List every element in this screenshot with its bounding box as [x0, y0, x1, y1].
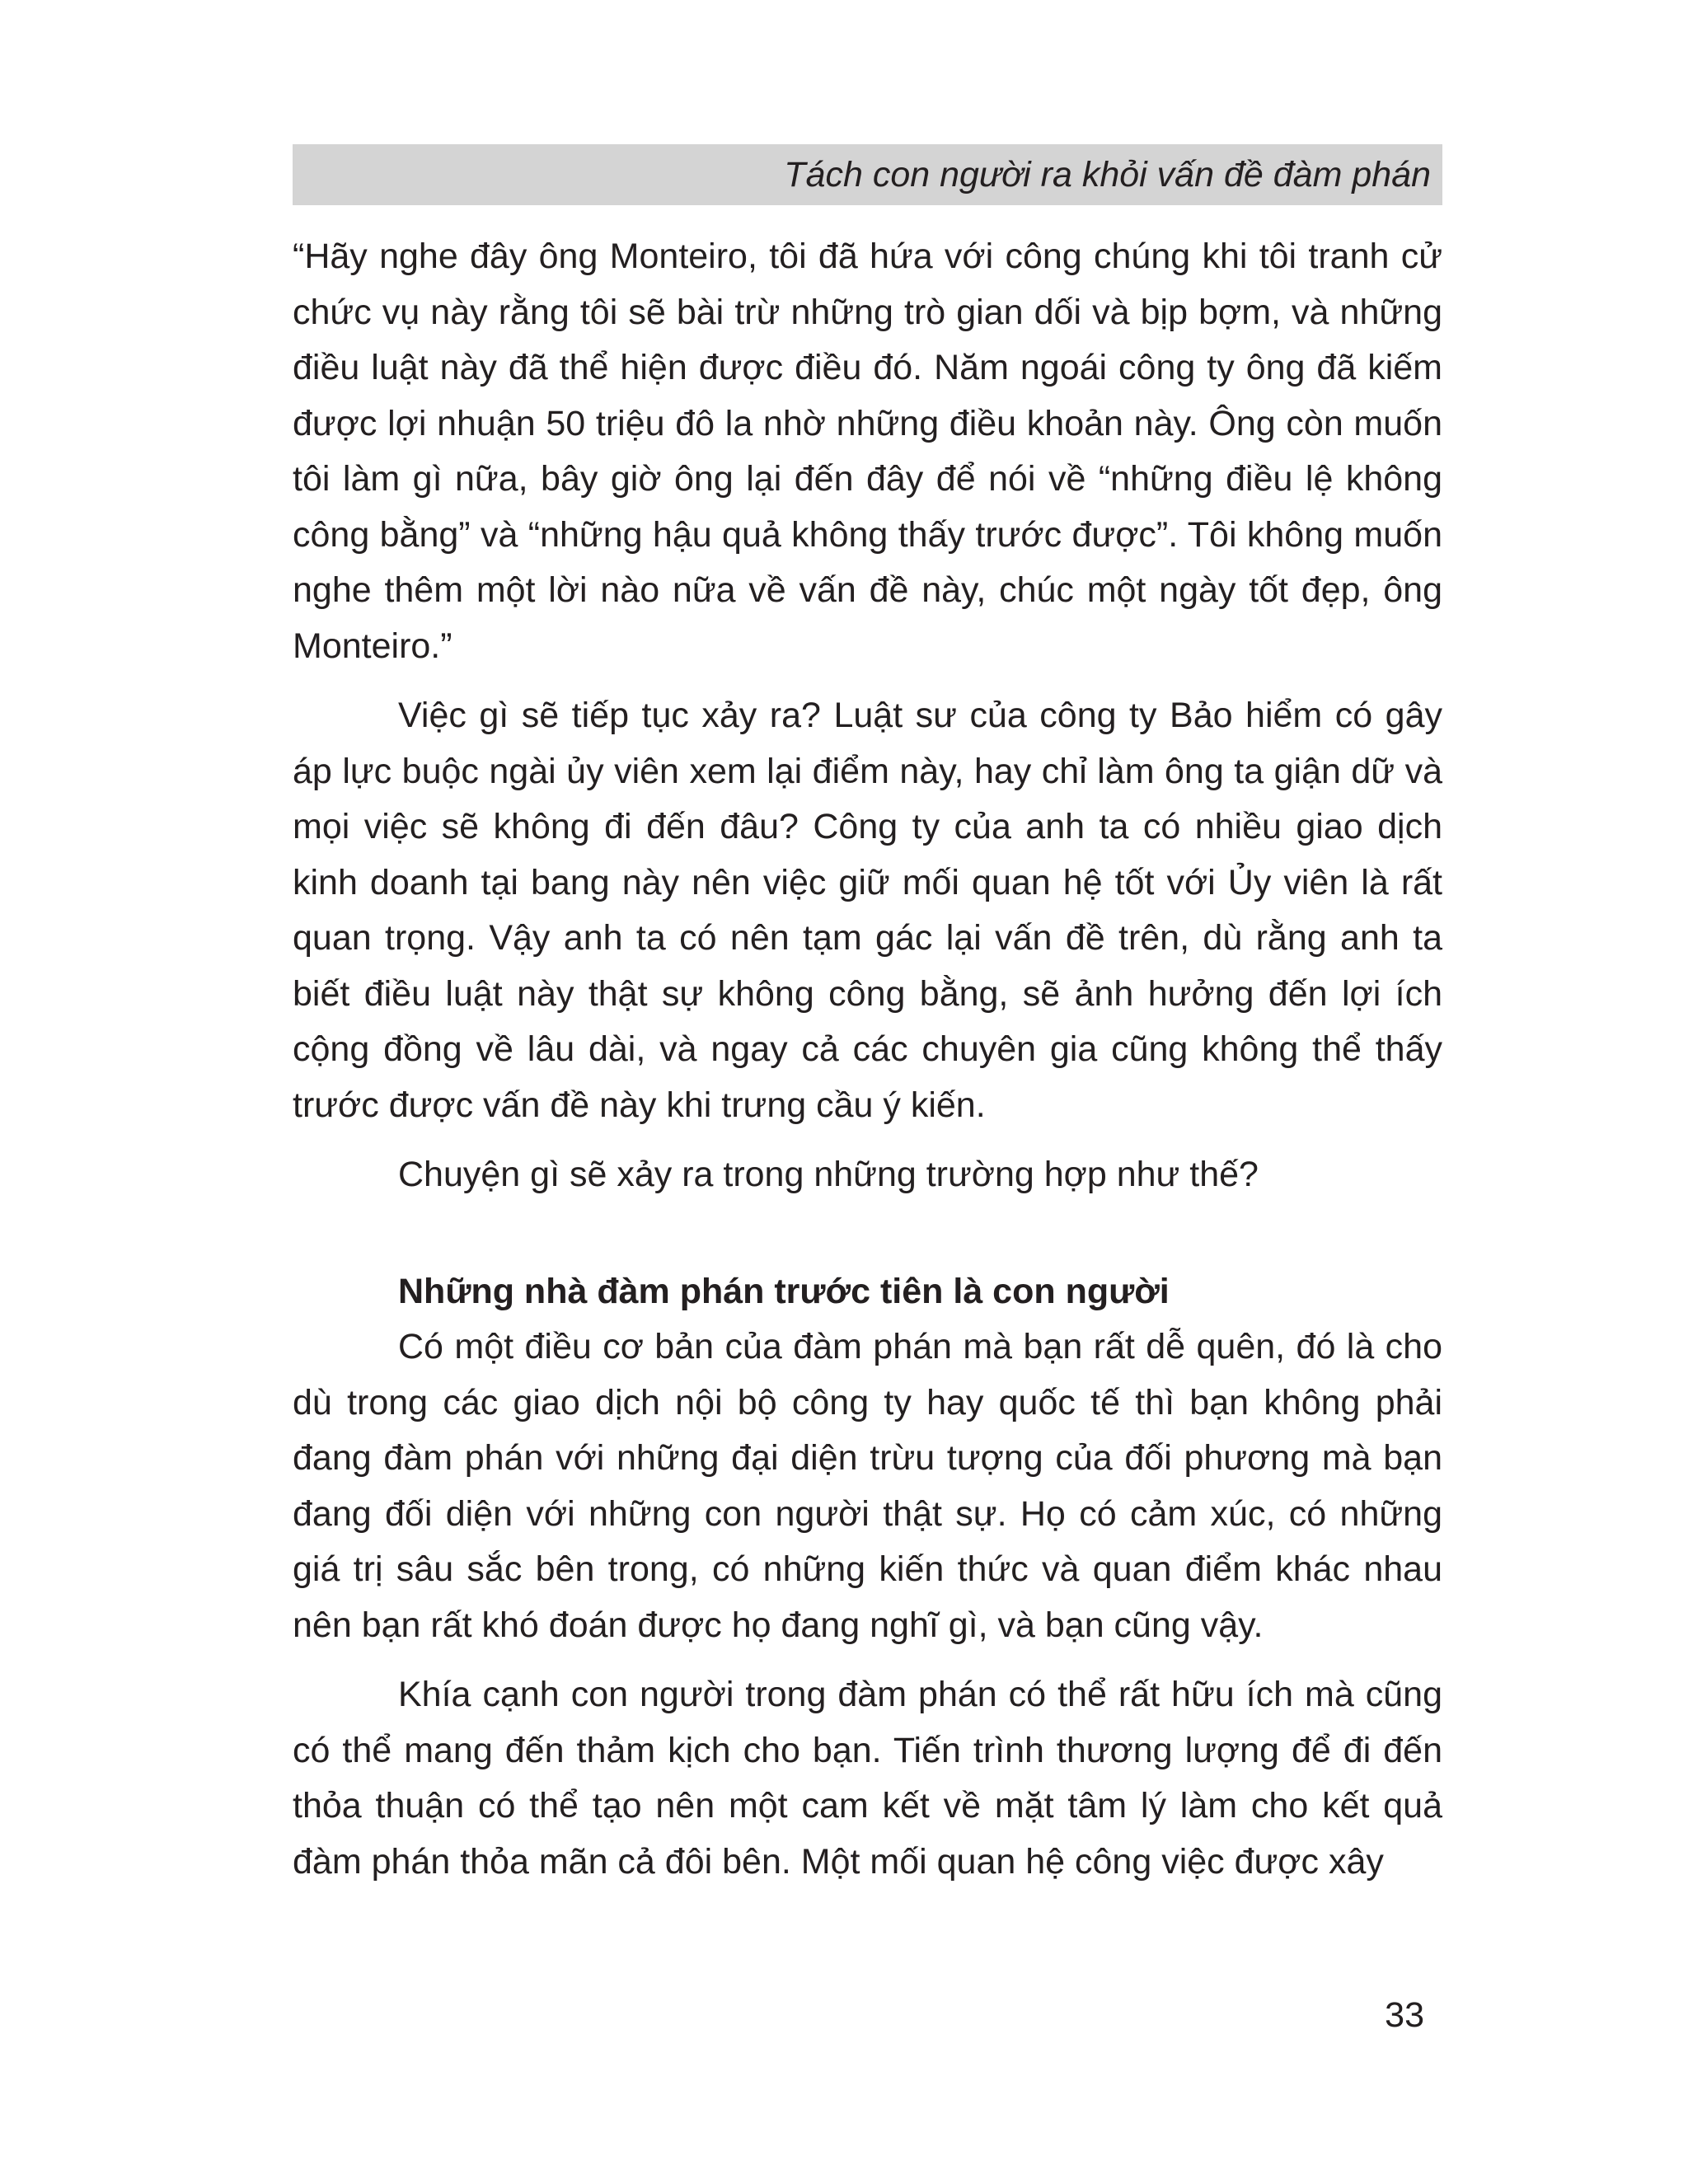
- body-paragraph: Có một điều cơ bản của đàm phán mà bạn rất dễ quên, đó là cho dù trong các giao dịch nội bộ công ty hay quốc tế thì bạn không phải đang đàm phán với những đại diện trừu tượng của đối phương mà bạn đang đối diện với những con người thật sự. Họ có cảm xúc, có những giá trị sâu sắc bên trong, có những kiến thức và quan điểm khác nhau nên bạn rất khó đoán được họ đang nghĩ gì, và bạn cũng vậy.: [293, 1327, 1442, 1645]
- section-heading: Những nhà đàm phán trước tiên là con người: [398, 1271, 1170, 1311]
- page-body: [293, 229, 1442, 1890]
- body-paragraph: Việc gì sẽ tiếp tục xảy ra? Luật sư của công ty Bảo hiểm có gây áp lực buộc ngài ủy viên xem lại điểm này, hay chỉ làm ông ta giận dữ và mọi việc sẽ không đi đến đâu? Công ty của anh ta có nhiều giao dịch kinh doanh tại bang này nên việc giữ mối quan hệ tốt với Ủy viên là rất quan trọng. Vậy anh ta có nên tạm gác lại vấn đề trên, dù rằng anh ta biết điều luật này thật sự không công bằng, sẽ ảnh hưởng đến lợi ích cộng đồng về lâu dài, và ngay cả các chuyên gia cũng không thể thấy trước được vấn đề này khi trưng cầu ý kiến.: [293, 696, 1442, 1125]
- page-number: 33: [1385, 1995, 1424, 2035]
- body-paragraph: “Hãy nghe đây ông Monteiro, tôi đã hứa với công chúng khi tôi tranh cử chức vụ này rằng tôi sẽ bài trừ những trò gian dối và bịp bợm, và những điều luật này đã thể hiện được điều đó. Năm ngoái công ty ông đã kiếm được lợi nhuận 50 triệu đô la nhờ những điều khoản này. Ông còn muốn tôi làm gì nữa, bây giờ ông lại đến đây để nói về “những điều lệ không công bằng” và “những hậu quả không thấy trước được”. Tôi không muốn nghe thêm một lời nào nữa về vấn đề này, chúc một ngày tốt đẹp, ông Monteiro.”: [293, 237, 1442, 666]
- running-header: [293, 144, 1442, 205]
- body-paragraph: Khía cạnh con người trong đàm phán có thể rất hữu ích mà cũng có thể mang đến thảm kịch cho bạn. Tiến trình thương lượng để đi đến thỏa thuận có thể tạo nên một cam kết về mặt tâm lý làm cho kết quả đàm phán thỏa mãn cả đôi bên. Một mối quan hệ công việc được xây: [293, 1675, 1442, 1882]
- body-paragraph: Chuyện gì sẽ xảy ra trong những trường hợp như thế?: [398, 1155, 1259, 1194]
- running-header-title: Tách con người ra khỏi vấn đề đàm phán: [784, 155, 1431, 194]
